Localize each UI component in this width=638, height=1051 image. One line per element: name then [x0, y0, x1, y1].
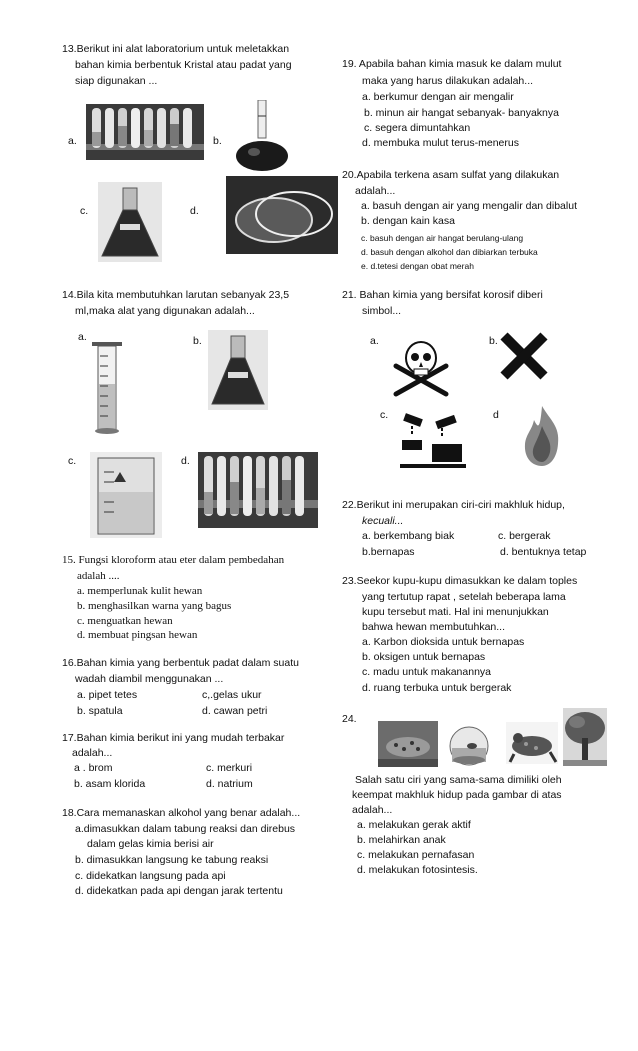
q16-option-a[interactable]: a. pipet tetes: [77, 689, 138, 701]
q22-option-d[interactable]: d. bentuknya tetap: [500, 546, 587, 558]
q17-option-d[interactable]: d. natrium: [206, 778, 253, 790]
q14-stem-2: ml,maka alat yang digunakan adalah...: [75, 305, 255, 317]
test-tube-rack-image: [86, 104, 204, 160]
q16-stem-2: wadah diambil menggunakan ...: [75, 673, 224, 685]
q15-stem-2: adalah ....: [77, 570, 120, 582]
q19-stem-1: 19. Apabila bahan kimia masuk ke dalam mulut: [342, 58, 562, 70]
test-tube-rack-image: [198, 452, 318, 528]
q15-stem-1: 15. Fungsi kloroform atau eter dalam pembedahan: [62, 554, 285, 566]
q23-option-b[interactable]: b. oksigen untuk bernapas: [362, 651, 486, 663]
q18-option-a-2[interactable]: dalam gelas kimia berisi air: [87, 838, 214, 850]
q19-option-b[interactable]: b. minun air hangat sebanyak- banyaknya: [364, 107, 559, 119]
q24-stem-3: adalah...: [352, 804, 393, 816]
q14-option-b-label[interactable]: b.: [193, 335, 202, 347]
erlenmeyer-flask-image: [208, 330, 268, 410]
q24-option-b[interactable]: b. melahirkan anak: [357, 834, 446, 846]
q17-option-c[interactable]: c. merkuri: [206, 762, 253, 774]
q13-option-c-label[interactable]: c.: [80, 205, 89, 217]
q23-stem-2: yang tertutup rapat , setelah beberapa lama: [362, 591, 566, 603]
q15-option-c[interactable]: c. menguatkan hewan: [77, 615, 173, 627]
beaker-image: [90, 452, 162, 538]
q17-stem-1: 17.Bahan kimia berikut ini yang mudah terbakar: [62, 732, 285, 744]
q23-option-c[interactable]: c. madu untuk makanannya: [362, 666, 491, 678]
q23-stem-3: kupu tersebut mati. Hal ini menunjukkan: [362, 606, 549, 618]
q22-stem-2: kecuali...: [362, 515, 404, 527]
q13-option-a-label[interactable]: a.: [68, 135, 77, 147]
q18-option-d[interactable]: d. didekatkan pada api dengan jarak tertentu: [75, 885, 283, 897]
q20-option-c[interactable]: c. basuh dengan air hangat berulang-ulang: [361, 233, 524, 243]
q21-option-a-label[interactable]: a.: [370, 335, 379, 347]
erlenmeyer-flask-image: [98, 182, 162, 262]
q17-option-b[interactable]: b. asam klorida: [74, 778, 146, 790]
harmful-x-symbol-icon: [498, 330, 550, 382]
q13-option-d-label[interactable]: d.: [190, 205, 199, 217]
fish-bowl-photo: [446, 720, 492, 768]
q23-option-a[interactable]: a. Karbon dioksida untuk bernapas: [362, 636, 525, 648]
q17-option-a[interactable]: a . brom: [74, 762, 113, 774]
q19-option-d[interactable]: d. membuka mulut terus-menerus: [362, 137, 519, 149]
q19-option-a[interactable]: a. berkumur dengan air mengalir: [362, 91, 514, 103]
q24-option-c[interactable]: c. melakukan pernafasan: [357, 849, 475, 861]
graduated-cylinder-image: [92, 330, 128, 436]
q20-option-a[interactable]: a. basuh dengan air yang mengalir dan dibalut: [361, 200, 577, 212]
q20-stem-1: 20.Apabila terkena asam sulfat yang dilakukan: [342, 169, 560, 181]
q18-option-b[interactable]: b. dimasukkan langsung ke tabung reaksi: [75, 854, 269, 866]
q21-stem-1: 21. Bahan kimia yang bersifat korosif diberi: [342, 289, 543, 301]
tree-photo: [563, 708, 607, 766]
q21-stem-2: simbol...: [362, 305, 402, 317]
q13-stem-3: siap digunakan ...: [75, 75, 158, 87]
q24-option-a[interactable]: a. melakukan gerak aktif: [357, 819, 471, 831]
q21-option-b-label[interactable]: b.: [489, 335, 498, 347]
q15-option-d[interactable]: d. membuat pingsan hewan: [77, 629, 198, 641]
q22-option-c[interactable]: c. bergerak: [498, 530, 551, 542]
q18-option-c[interactable]: c. didekatkan langsung pada api: [75, 870, 226, 882]
q15-option-a[interactable]: a. memperlunak kulit hewan: [77, 585, 203, 597]
q20-stem-2: adalah...: [355, 185, 396, 197]
q20-option-e[interactable]: e. d.tetesi dengan obat merah: [361, 261, 474, 271]
q18-option-a-1[interactable]: a.dimasukkan dalam tabung reaksi dan direbus: [75, 823, 296, 835]
petri-dish-image: [226, 176, 338, 254]
q13-option-b-label[interactable]: b.: [213, 135, 222, 147]
q24-number: 24.: [342, 713, 357, 725]
q13-stem-1: 13.Berikut ini alat laboratorium untuk meletakkan: [62, 43, 290, 55]
toxic-skull-symbol-icon: [390, 336, 452, 398]
q22-option-b[interactable]: b.bernapas: [362, 546, 415, 558]
q24-stem-1: Salah satu ciri yang sama-sama dimiliki oleh: [355, 774, 562, 786]
flammable-flame-symbol-icon: [520, 404, 564, 468]
q21-option-d-label[interactable]: d: [493, 409, 499, 421]
q15-option-b[interactable]: b. menghasilkan warna yang bagus: [77, 600, 232, 612]
q23-stem-4: bahwa hewan membutuhkan...: [362, 621, 506, 633]
q22-option-a[interactable]: a. berkembang biak: [362, 530, 455, 542]
q13-stem-2: bahan kimia berbentuk Kristal atau padat yang: [75, 59, 292, 71]
q20-option-b[interactable]: b. dengan kain kasa: [361, 215, 455, 227]
q14-stem-1: 14.Bila kita membutuhkan larutan sebanyak 23,5: [62, 289, 290, 301]
q16-option-b[interactable]: b. spatula: [77, 705, 123, 717]
q22-stem-1: 22.Berikut ini merupakan ciri-ciri makhluk hidup,: [342, 499, 565, 511]
corrosive-symbol-icon: [398, 410, 468, 470]
volumetric-flask-image: [234, 100, 290, 172]
q14-option-c-label[interactable]: c.: [68, 455, 77, 467]
q23-stem-1: 23.Seekor kupu-kupu dimasukkan ke dalam toples: [342, 575, 578, 587]
q24-stem-2: keempat makhluk hidup pada gambar di atas: [352, 789, 562, 801]
q24-option-d[interactable]: d. melakukan fotosintesis.: [357, 864, 478, 876]
q23-option-d[interactable]: d. ruang terbuka untuk bergerak: [362, 682, 512, 694]
q16-stem-1: 16.Bahan kimia yang berbentuk padat dalam suatu: [62, 657, 299, 669]
q21-option-c-label[interactable]: c.: [380, 409, 389, 421]
q16-option-d[interactable]: d. cawan petri: [202, 705, 268, 717]
q18-stem-1: 18.Cara memanaskan alkohol yang benar adalah...: [62, 807, 301, 819]
q14-option-d-label[interactable]: d.: [181, 455, 190, 467]
frog-photo: [506, 722, 558, 764]
q14-option-a-label[interactable]: a.: [78, 331, 87, 343]
q19-stem-2: maka yang harus dilakukan adalah...: [362, 75, 534, 87]
q17-stem-2: adalah...: [72, 747, 113, 759]
q19-option-c[interactable]: c. segera dimuntahkan: [364, 122, 471, 134]
leopard-photo: [378, 721, 438, 767]
q20-option-d[interactable]: d. basuh dengan alkohol dan dibiarkan terbuka: [361, 247, 538, 257]
q16-option-c[interactable]: c,.gelas ukur: [202, 689, 262, 701]
